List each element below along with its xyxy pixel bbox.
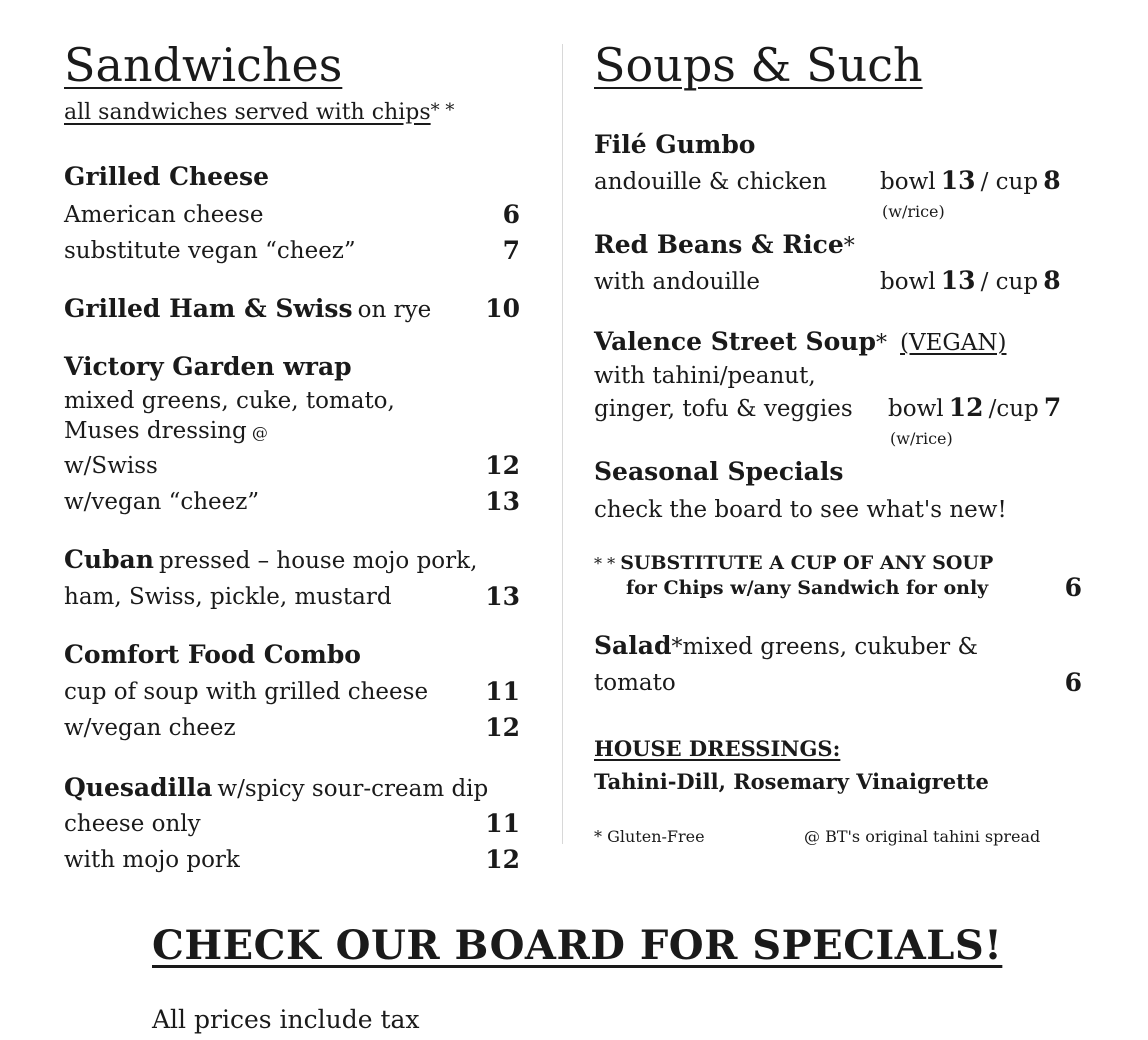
quesadilla-pork-price: 12 bbox=[485, 845, 520, 874]
valence-line bbox=[594, 327, 1007, 356]
valence-bowl-label: bowl bbox=[888, 396, 944, 422]
valence-bowl-price: 12 bbox=[948, 393, 984, 422]
seasonal-desc: check the board to see what's new! bbox=[594, 497, 1007, 523]
combo-vegan-label: w/vegan cheez bbox=[64, 715, 236, 741]
sandwiches-title: Sandwiches bbox=[64, 38, 343, 92]
salad-price: 6 bbox=[1064, 668, 1082, 697]
quesadilla-cheese-price: 11 bbox=[485, 809, 520, 838]
red-beans-desc: with andouille bbox=[594, 269, 760, 295]
gumbo-cup-label: / cup bbox=[980, 169, 1039, 195]
quesadilla-cheese-label: cheese only bbox=[64, 811, 201, 837]
red-beans-line bbox=[594, 230, 855, 259]
victory-swiss-label: w/Swiss bbox=[64, 453, 158, 479]
grilled-cheese-heading: Grilled Cheese bbox=[64, 162, 269, 191]
quesadilla-note: w/spicy sour-cream dip bbox=[217, 776, 489, 802]
tahini-mark: @ bbox=[251, 423, 268, 442]
quesadilla-line bbox=[64, 773, 488, 802]
combo-option-price: 11 bbox=[485, 677, 520, 706]
victory-garden-dressing bbox=[64, 418, 268, 444]
footnote-tahini: @ BT's original tahini spread bbox=[804, 827, 1041, 846]
red-beans-cup-label: / cup bbox=[980, 269, 1039, 295]
dressings-list: Tahini-Dill, Rosemary Vinaigrette bbox=[594, 769, 989, 794]
grilled-cheese-option-price: 6 bbox=[502, 200, 520, 229]
valence-cup-label: /cup bbox=[988, 396, 1039, 422]
footnote-gluten-free: * Gluten-Free bbox=[594, 827, 705, 846]
red-beans-heading: Red Beans & Rice bbox=[594, 230, 844, 259]
valence-cup-price: 7 bbox=[1043, 393, 1062, 422]
gumbo-heading: Filé Gumbo bbox=[594, 130, 756, 159]
salad-line bbox=[594, 631, 978, 660]
gumbo-rice-note: (w/rice) bbox=[882, 202, 945, 221]
victory-vegan-price: 13 bbox=[485, 487, 520, 516]
column-divider bbox=[562, 44, 563, 844]
ham-swiss-line bbox=[64, 294, 431, 323]
red-beans-prices bbox=[880, 266, 1061, 295]
valence-desc-1: with tahini/peanut, bbox=[594, 363, 816, 389]
valence-vegan-tag: (VEGAN) bbox=[900, 330, 1007, 356]
valence-rice-note: (w/rice) bbox=[890, 429, 953, 448]
combo-vegan-price: 12 bbox=[485, 713, 520, 742]
tax-note: All prices include tax bbox=[152, 1005, 420, 1034]
quesadilla-heading: Quesadilla bbox=[64, 773, 213, 802]
grilled-cheese-vegan-price: 7 bbox=[502, 236, 520, 265]
grilled-cheese-vegan-label: substitute vegan “cheez” bbox=[64, 238, 356, 264]
victory-garden-dressing-text: Muses dressing bbox=[64, 418, 247, 444]
salad-heading: Salad bbox=[594, 631, 672, 660]
cuban-heading: Cuban bbox=[64, 545, 154, 574]
substitute-text-1: SUBSTITUTE A CUP OF ANY SOUP bbox=[620, 552, 994, 574]
gumbo-bowl-price: 13 bbox=[940, 166, 976, 195]
substitute-line-1 bbox=[594, 552, 993, 574]
victory-vegan-label: w/vegan “cheez” bbox=[64, 489, 260, 515]
grilled-cheese-option-label: American cheese bbox=[64, 202, 264, 228]
valence-gf-mark: * bbox=[875, 331, 887, 356]
victory-garden-desc: mixed greens, cuke, tomato, bbox=[64, 388, 395, 414]
quesadilla-pork-label: with mojo pork bbox=[64, 847, 240, 873]
substitute-price: 6 bbox=[1064, 573, 1082, 602]
substitute-mark: * * bbox=[594, 554, 616, 573]
specials-banner: CHECK OUR BOARD FOR SPECIALS! bbox=[152, 922, 1003, 969]
substitute-text-2: for Chips w/any Sandwich for only bbox=[626, 577, 989, 599]
ham-swiss-heading: Grilled Ham & Swiss bbox=[64, 294, 353, 323]
victory-garden-heading: Victory Garden wrap bbox=[64, 352, 352, 381]
red-beans-bowl-price: 13 bbox=[940, 266, 976, 295]
dressings-title: HOUSE DRESSINGS: bbox=[594, 736, 841, 761]
soups-title: Soups & Such bbox=[594, 38, 923, 92]
valence-desc-2: ginger, tofu & veggies bbox=[594, 396, 853, 422]
salad-gf-mark: * bbox=[671, 635, 683, 660]
cuban-desc: pressed – house mojo pork, bbox=[159, 548, 478, 574]
ham-swiss-price: 10 bbox=[485, 294, 520, 323]
sandwiches-subtitle-text: all sandwiches served with chips bbox=[64, 100, 431, 125]
valence-prices bbox=[888, 393, 1061, 422]
gumbo-cup-price: 8 bbox=[1043, 166, 1061, 195]
gumbo-bowl-label: bowl bbox=[880, 169, 936, 195]
gumbo-prices bbox=[880, 166, 1061, 195]
cuban-price: 13 bbox=[485, 582, 520, 611]
cuban-line bbox=[64, 545, 477, 574]
victory-swiss-price: 12 bbox=[485, 451, 520, 480]
sandwiches-subtitle bbox=[64, 100, 454, 125]
seasonal-heading: Seasonal Specials bbox=[594, 457, 844, 486]
red-beans-cup-price: 8 bbox=[1043, 266, 1061, 295]
ham-swiss-note: on rye bbox=[357, 297, 432, 323]
valence-heading: Valence Street Soup bbox=[594, 327, 876, 356]
combo-heading: Comfort Food Combo bbox=[64, 640, 361, 669]
gumbo-desc: andouille & chicken bbox=[594, 169, 827, 195]
red-beans-gf-mark: * bbox=[843, 234, 855, 259]
combo-option-label: cup of soup with grilled cheese bbox=[64, 679, 429, 705]
red-beans-bowl-label: bowl bbox=[880, 269, 936, 295]
cuban-desc-2: ham, Swiss, pickle, mustard bbox=[64, 584, 392, 610]
salad-desc-2: tomato bbox=[594, 670, 676, 696]
salad-desc: mixed greens, cukuber & bbox=[682, 634, 978, 660]
subtitle-asterisks: * * bbox=[430, 100, 455, 121]
